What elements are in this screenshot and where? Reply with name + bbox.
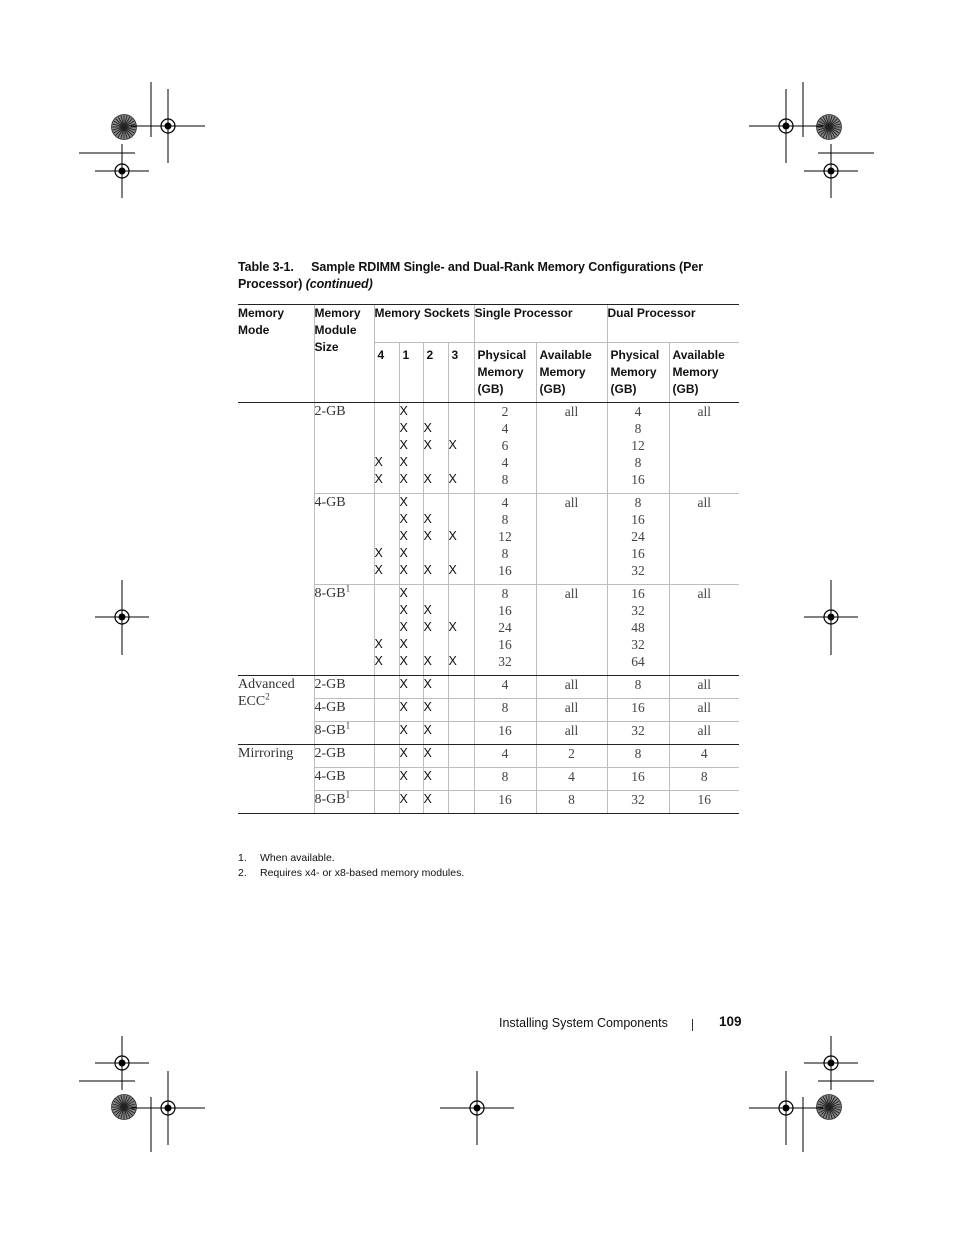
- dual-available-cell: [669, 699, 739, 722]
- cell-line: X: [448, 620, 457, 634]
- cell-line: X: [423, 421, 432, 435]
- cell-line: X: [399, 620, 408, 634]
- dual-physical-cell: [607, 585, 669, 676]
- header-socket-4: 4: [374, 343, 399, 403]
- dual-available-cell: [669, 403, 739, 494]
- cell-line: 12: [498, 529, 512, 544]
- cell-line: 4: [501, 746, 509, 761]
- cell-line: X: [374, 455, 383, 469]
- table-row: [238, 676, 739, 699]
- cell-line: all: [697, 723, 712, 738]
- cell-line: 16: [498, 792, 512, 807]
- cell-line: X: [423, 792, 432, 806]
- single-available-cell: [536, 585, 607, 676]
- memory-mode-cell: [238, 745, 314, 814]
- module-size-cell: [314, 768, 374, 791]
- single-physical-cell: [474, 585, 536, 676]
- dual-physical-cell: [607, 699, 669, 722]
- cell-line: X: [399, 495, 408, 509]
- table-row: [238, 585, 739, 676]
- module-size-cell: [314, 585, 374, 676]
- cell-line: [375, 791, 399, 808]
- cell-line: [449, 699, 474, 716]
- socket-1-cell: [399, 699, 423, 722]
- cell-line: [449, 420, 474, 437]
- cell-line: X: [423, 603, 432, 617]
- module-size-cell: [314, 676, 374, 699]
- cell-line: X: [448, 654, 457, 668]
- socket-2-cell: [423, 791, 448, 814]
- socket-3-cell: [448, 791, 474, 814]
- table-row: [238, 745, 739, 768]
- module-size-label: 2-GB: [314, 404, 346, 419]
- registration-target: [474, 1105, 481, 1112]
- cell-line: [449, 511, 474, 528]
- socket-1-cell: [399, 585, 423, 676]
- dual-physical-cell: [607, 768, 669, 791]
- registration-target: [783, 1105, 790, 1112]
- cell-line: 8: [501, 512, 509, 527]
- cell-line: 8: [634, 455, 642, 470]
- header-memory-sockets: Memory Sockets: [374, 305, 474, 343]
- module-size-cell: [314, 403, 374, 494]
- registration-target: [119, 168, 126, 175]
- socket-1-cell: [399, 791, 423, 814]
- cell-line: [424, 403, 448, 420]
- header-dual-available-memory: Available Memory (GB): [669, 343, 739, 403]
- socket-1-cell: [399, 676, 423, 699]
- cell-line: [375, 511, 399, 528]
- memory-mode-label: Mirroring: [238, 746, 294, 761]
- cell-line: [424, 636, 448, 653]
- cell-line: [424, 545, 448, 562]
- footnote-ref: 1: [345, 583, 351, 594]
- cell-line: 16: [498, 637, 512, 652]
- cell-line: all: [564, 586, 579, 601]
- table-row: [238, 791, 739, 814]
- cell-line: 4: [501, 455, 509, 470]
- single-physical-cell: [474, 722, 536, 745]
- header-dual-physical-memory: Physical Memory (GB): [607, 343, 669, 403]
- cell-line: X: [374, 637, 383, 651]
- cell-line: 8: [501, 769, 509, 784]
- socket-1-cell: [399, 745, 423, 768]
- cell-line: [375, 585, 399, 602]
- cell-line: all: [564, 723, 579, 738]
- table-row: [238, 403, 739, 494]
- cell-line: all: [697, 495, 712, 510]
- cell-line: all: [697, 677, 712, 692]
- cell-line: 32: [631, 603, 645, 618]
- header-dual-processor: Dual Processor: [607, 305, 739, 343]
- table-caption-title: Sample RDIMM Single- and Dual-Rank Memory Configurations (Per Processor): [238, 260, 703, 291]
- socket-2-cell: [423, 403, 448, 494]
- memory-mode-label: Advanced ECC: [238, 677, 295, 709]
- socket-2-cell: [423, 722, 448, 745]
- single-physical-cell: [474, 403, 536, 494]
- table-caption: [238, 259, 738, 293]
- cell-line: X: [423, 746, 432, 760]
- header-memory-mode: Memory Mode: [238, 305, 314, 403]
- cell-line: 16: [631, 546, 645, 561]
- cell-line: [449, 745, 474, 762]
- module-size-cell: [314, 699, 374, 722]
- socket-2-cell: [423, 768, 448, 791]
- cell-line: X: [448, 563, 457, 577]
- footnote: 2. Requires x4- or x8-based memory modules.: [238, 867, 465, 879]
- socket-4-cell: [374, 676, 399, 699]
- cell-line: X: [399, 512, 408, 526]
- cell-line: X: [399, 637, 408, 651]
- single-physical-cell: [474, 745, 536, 768]
- footer-divider: [692, 1019, 693, 1031]
- cell-line: X: [423, 512, 432, 526]
- cell-line: 8: [700, 769, 708, 784]
- table-body: [238, 403, 739, 814]
- registration-target: [828, 168, 835, 175]
- cell-line: X: [448, 529, 457, 543]
- dual-physical-cell: [607, 745, 669, 768]
- socket-3-cell: [448, 585, 474, 676]
- cell-line: [449, 454, 474, 471]
- cell-line: [375, 437, 399, 454]
- cell-line: all: [697, 586, 712, 601]
- header-module-size: Memory Module Size: [314, 305, 374, 403]
- registration-target: [119, 1060, 126, 1067]
- cell-line: X: [374, 546, 383, 560]
- cell-line: [449, 494, 474, 511]
- cell-line: 32: [631, 563, 645, 578]
- single-available-cell: [536, 745, 607, 768]
- cell-line: X: [399, 421, 408, 435]
- socket-4-cell: [374, 791, 399, 814]
- single-physical-cell: [474, 494, 536, 585]
- cell-line: X: [399, 586, 408, 600]
- module-size-cell: [314, 745, 374, 768]
- cell-line: X: [374, 472, 383, 486]
- footnote-ref: 2: [265, 691, 270, 702]
- cell-line: X: [423, 620, 432, 634]
- cell-line: [449, 768, 474, 785]
- single-available-cell: [536, 699, 607, 722]
- cell-line: 4: [501, 495, 509, 510]
- cell-line: 4: [568, 769, 575, 784]
- socket-4-cell: [374, 494, 399, 585]
- module-size-cell: [314, 722, 374, 745]
- single-available-cell: [536, 494, 607, 585]
- cell-line: X: [423, 563, 432, 577]
- single-available-cell: [536, 676, 607, 699]
- cell-line: [449, 722, 474, 739]
- cell-line: 64: [631, 654, 645, 669]
- cell-line: [375, 528, 399, 545]
- table-caption-label: Table 3-1.: [238, 260, 294, 274]
- socket-3-cell: [448, 699, 474, 722]
- cell-line: 16: [631, 586, 645, 601]
- socket-4-cell: [374, 722, 399, 745]
- socket-2-cell: [423, 699, 448, 722]
- cell-line: [375, 745, 399, 762]
- socket-4-cell: [374, 585, 399, 676]
- cell-line: [449, 585, 474, 602]
- single-available-cell: [536, 768, 607, 791]
- socket-3-cell: [448, 494, 474, 585]
- cell-line: 8: [634, 677, 642, 692]
- dual-available-cell: [669, 494, 739, 585]
- socket-1-cell: [399, 722, 423, 745]
- memory-mode-cell: [238, 676, 314, 745]
- table-row: [238, 494, 739, 585]
- cell-line: [375, 676, 399, 693]
- cell-line: 8: [634, 495, 642, 510]
- footer-section-title: Installing System Components: [499, 1016, 668, 1030]
- cell-line: 4: [700, 746, 708, 761]
- cell-line: [449, 636, 474, 653]
- dual-available-cell: [669, 791, 739, 814]
- socket-1-cell: [399, 403, 423, 494]
- cell-line: 32: [631, 792, 645, 807]
- cell-line: X: [399, 438, 408, 452]
- socket-4-cell: [374, 745, 399, 768]
- cell-line: [449, 676, 474, 693]
- page-number: 109: [719, 1014, 742, 1029]
- cell-line: 24: [631, 529, 645, 544]
- socket-2-cell: [423, 676, 448, 699]
- cell-line: [375, 699, 399, 716]
- cell-line: X: [399, 700, 408, 714]
- header-socket-3: 3: [448, 343, 474, 403]
- cell-line: all: [564, 677, 579, 692]
- cell-line: 32: [498, 654, 512, 669]
- table-row: [238, 699, 739, 722]
- cell-line: [424, 494, 448, 511]
- cell-line: 8: [568, 792, 575, 807]
- cell-line: [375, 768, 399, 785]
- cell-line: [449, 791, 474, 808]
- module-size-label: 8-GB: [314, 586, 346, 601]
- module-size-label: 8-GB: [314, 723, 346, 738]
- cell-line: 16: [498, 723, 512, 738]
- dual-available-cell: [669, 745, 739, 768]
- cell-line: 16: [498, 563, 512, 578]
- memory-configuration-table: [238, 304, 739, 814]
- header-socket-2: 2: [423, 343, 448, 403]
- cell-line: [449, 602, 474, 619]
- dual-physical-cell: [607, 722, 669, 745]
- single-available-cell: [536, 722, 607, 745]
- cell-line: X: [399, 455, 408, 469]
- cell-line: 2: [501, 404, 509, 419]
- cell-line: X: [448, 472, 457, 486]
- footnote-ref: 1: [345, 789, 351, 800]
- cell-line: 16: [631, 512, 645, 527]
- cell-line: 8: [501, 700, 509, 715]
- cell-line: [375, 420, 399, 437]
- cell-line: X: [423, 723, 432, 737]
- cell-line: X: [399, 654, 408, 668]
- cell-line: 4: [634, 404, 642, 419]
- header-single-processor: Single Processor: [474, 305, 607, 343]
- cell-line: 2: [568, 746, 575, 761]
- single-available-cell: [536, 791, 607, 814]
- socket-2-cell: [423, 494, 448, 585]
- footnote-ref: 1: [345, 720, 351, 731]
- cell-line: 12: [631, 438, 645, 453]
- registration-target: [828, 1060, 835, 1067]
- socket-3-cell: [448, 722, 474, 745]
- table-row: [238, 722, 739, 745]
- cell-line: all: [697, 404, 712, 419]
- header-single-physical-memory: Physical Memory (GB): [474, 343, 536, 403]
- cell-line: X: [399, 677, 408, 691]
- socket-2-cell: [423, 745, 448, 768]
- cell-line: 8: [501, 546, 509, 561]
- socket-2-cell: [423, 585, 448, 676]
- cell-line: [375, 722, 399, 739]
- dual-physical-cell: [607, 676, 669, 699]
- cell-line: 6: [501, 438, 509, 453]
- cell-line: 16: [631, 700, 645, 715]
- single-physical-cell: [474, 676, 536, 699]
- cell-line: 8: [634, 746, 642, 761]
- cell-line: X: [423, 472, 432, 486]
- cell-line: [375, 494, 399, 511]
- cell-line: 24: [498, 620, 512, 635]
- cell-line: X: [448, 438, 457, 452]
- cell-line: X: [399, 472, 408, 486]
- single-physical-cell: [474, 791, 536, 814]
- socket-4-cell: [374, 768, 399, 791]
- cell-line: X: [399, 723, 408, 737]
- cell-line: 4: [501, 677, 509, 692]
- cell-line: X: [374, 563, 383, 577]
- cell-line: X: [423, 769, 432, 783]
- footnote: 1. When available.: [238, 852, 335, 864]
- cell-line: X: [399, 404, 408, 418]
- socket-1-cell: [399, 494, 423, 585]
- cell-line: 32: [631, 637, 645, 652]
- socket-1-cell: [399, 768, 423, 791]
- cell-line: [424, 454, 448, 471]
- cell-line: [449, 403, 474, 420]
- socket-3-cell: [448, 745, 474, 768]
- cell-line: 4: [501, 421, 509, 436]
- cell-line: all: [697, 700, 712, 715]
- cell-line: 8: [501, 586, 509, 601]
- table-row: [238, 768, 739, 791]
- dual-available-cell: [669, 676, 739, 699]
- dual-physical-cell: [607, 403, 669, 494]
- registration-target: [783, 123, 790, 130]
- dual-physical-cell: [607, 791, 669, 814]
- single-physical-cell: [474, 768, 536, 791]
- module-size-label: 4-GB: [314, 700, 346, 715]
- single-physical-cell: [474, 699, 536, 722]
- cell-line: X: [399, 529, 408, 543]
- cell-line: X: [423, 529, 432, 543]
- table-caption-continued: (continued): [305, 277, 373, 291]
- module-size-label: 4-GB: [314, 769, 346, 784]
- module-size-cell: [314, 494, 374, 585]
- cell-line: X: [374, 654, 383, 668]
- cell-line: X: [399, 546, 408, 560]
- single-available-cell: [536, 403, 607, 494]
- dual-physical-cell: [607, 494, 669, 585]
- socket-3-cell: [448, 768, 474, 791]
- cell-line: 8: [501, 472, 509, 487]
- socket-3-cell: [448, 403, 474, 494]
- socket-4-cell: [374, 699, 399, 722]
- cell-line: [449, 545, 474, 562]
- cell-line: X: [399, 792, 408, 806]
- cell-line: 32: [631, 723, 645, 738]
- cell-line: all: [564, 404, 579, 419]
- module-size-label: 2-GB: [314, 746, 346, 761]
- registration-target: [165, 1105, 172, 1112]
- dual-available-cell: [669, 585, 739, 676]
- cell-line: X: [399, 746, 408, 760]
- cell-line: [375, 403, 399, 420]
- cell-line: 16: [631, 472, 645, 487]
- module-size-label: 4-GB: [314, 495, 346, 510]
- cell-line: X: [423, 677, 432, 691]
- header-single-available-memory: Available Memory (GB): [536, 343, 607, 403]
- cell-line: 8: [634, 421, 642, 436]
- cell-line: [424, 585, 448, 602]
- cell-line: all: [564, 495, 579, 510]
- footnotes: [238, 851, 738, 881]
- module-size-cell: [314, 791, 374, 814]
- module-size-label: 2-GB: [314, 677, 346, 692]
- cell-line: [375, 602, 399, 619]
- cell-line: 16: [697, 792, 712, 807]
- cell-line: X: [399, 769, 408, 783]
- socket-4-cell: [374, 403, 399, 494]
- memory-mode-cell: [238, 403, 314, 676]
- cell-line: 48: [631, 620, 645, 635]
- cell-line: 16: [498, 603, 512, 618]
- module-size-label: 8-GB: [314, 792, 346, 807]
- cell-line: [375, 619, 399, 636]
- cell-line: 16: [631, 769, 645, 784]
- cell-line: X: [399, 603, 408, 617]
- socket-3-cell: [448, 676, 474, 699]
- header-socket-1: 1: [399, 343, 423, 403]
- cell-line: X: [399, 563, 408, 577]
- dual-available-cell: [669, 768, 739, 791]
- registration-target: [165, 123, 172, 130]
- cell-line: X: [423, 654, 432, 668]
- cell-line: X: [423, 700, 432, 714]
- cell-line: X: [423, 438, 432, 452]
- dual-available-cell: [669, 722, 739, 745]
- cell-line: all: [564, 700, 579, 715]
